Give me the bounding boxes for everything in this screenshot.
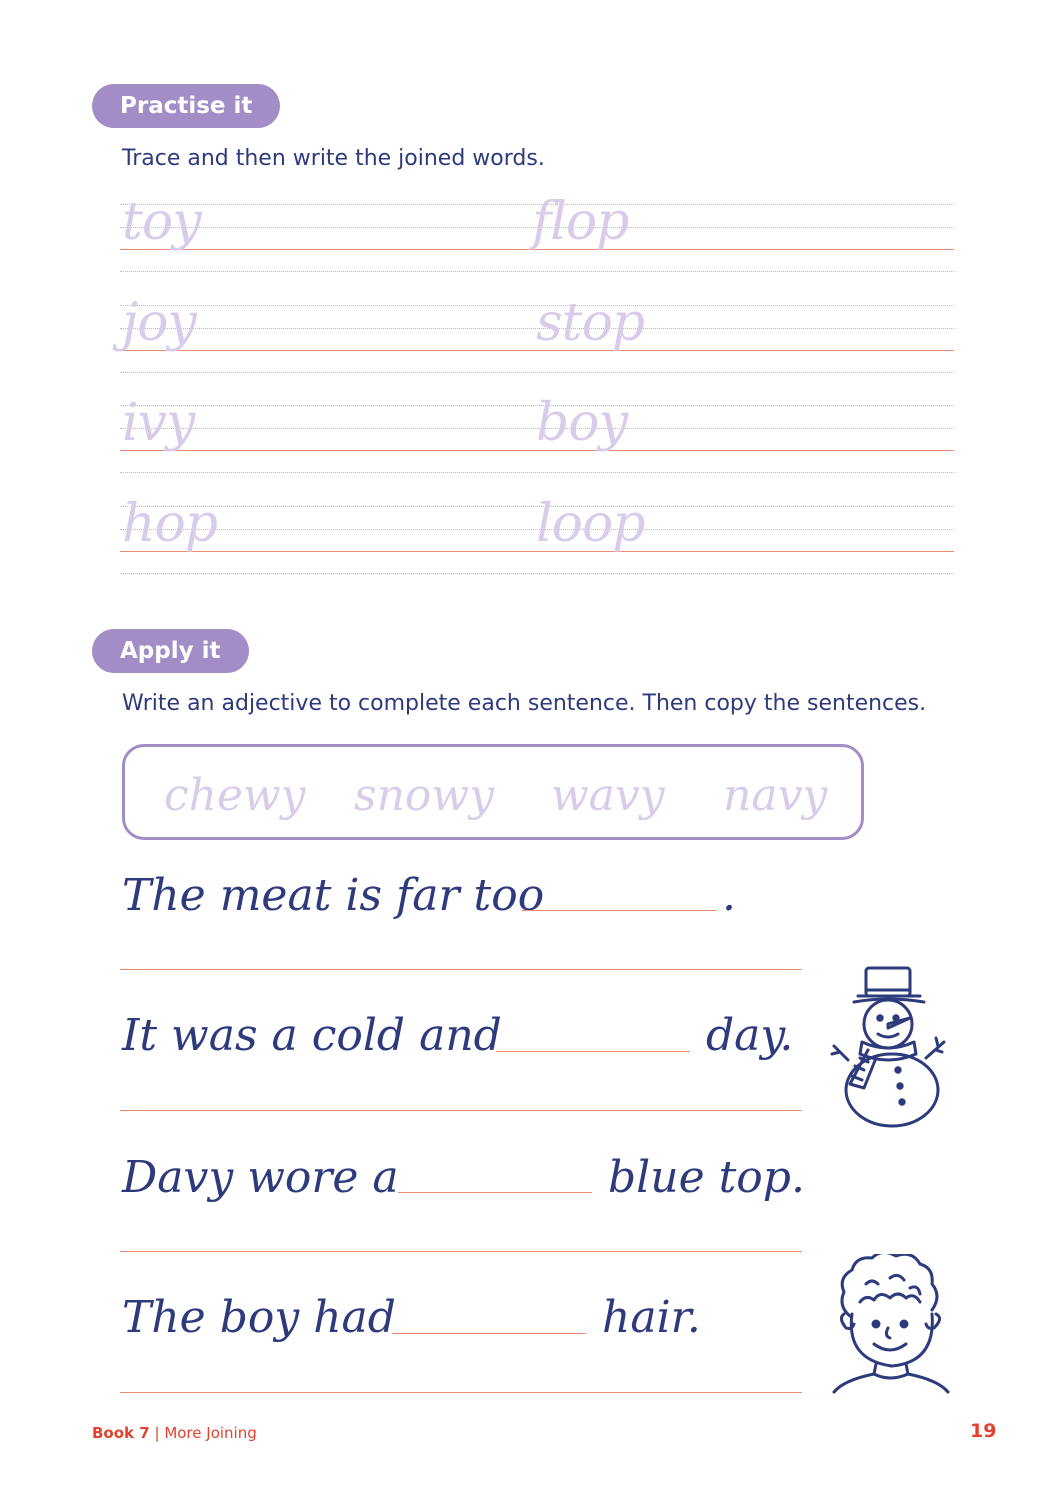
footer-separator: | bbox=[154, 1424, 160, 1442]
sentence-3-end: blue top. bbox=[608, 1152, 805, 1203]
apply-it-heading bbox=[92, 629, 249, 673]
word-bank-chewy: chewy bbox=[164, 770, 306, 821]
sentence-4-start: The boy had bbox=[122, 1292, 396, 1343]
sentence-3-blank[interactable] bbox=[398, 1192, 592, 1193]
sentence-1-blank[interactable] bbox=[522, 910, 716, 911]
sentence-2-end: day. bbox=[706, 1010, 794, 1061]
trace-word-loop: loop bbox=[536, 494, 645, 554]
footer-book-number: Book 7 bbox=[92, 1424, 150, 1442]
word-bank-wavy: wavy bbox=[551, 770, 665, 821]
practise-it-heading-text: Practise it bbox=[120, 93, 253, 119]
sentence-4-copy-line[interactable] bbox=[120, 1392, 802, 1393]
snowman-icon bbox=[828, 962, 954, 1130]
trace-word-hop: hop bbox=[122, 494, 218, 554]
trace-word-joy: joy bbox=[122, 293, 196, 353]
sentence-2-copy-line[interactable] bbox=[120, 1110, 802, 1111]
sentence-2-blank[interactable] bbox=[496, 1051, 690, 1052]
word-bank-snowy: snowy bbox=[354, 770, 494, 821]
apply-it-heading-text: Apply it bbox=[120, 638, 221, 664]
footer-title: More Joining bbox=[164, 1424, 257, 1442]
footer-book-title bbox=[92, 1424, 257, 1442]
sentence-4-blank[interactable] bbox=[392, 1333, 586, 1334]
trace-word-stop: stop bbox=[536, 293, 645, 353]
page-number: 19 bbox=[970, 1420, 997, 1442]
sentence-1-start: The meat is far too bbox=[122, 870, 545, 921]
word-bank-navy: navy bbox=[723, 770, 828, 821]
sentence-2-start: It was a cold and bbox=[122, 1010, 502, 1061]
curly-haired-boy-icon bbox=[830, 1254, 952, 1394]
trace-word-flop: flop bbox=[532, 192, 629, 252]
sentence-1-end: . bbox=[722, 870, 736, 921]
sentence-3-start: Davy wore a bbox=[122, 1152, 399, 1203]
trace-word-boy: boy bbox=[536, 393, 627, 453]
practise-it-heading bbox=[92, 84, 280, 128]
sentence-4-end: hair. bbox=[602, 1292, 701, 1343]
sentence-3-copy-line[interactable] bbox=[120, 1251, 802, 1252]
apply-instruction: Write an adjective to complete each sentence. Then copy the sentences. bbox=[122, 691, 927, 716]
sentence-1-copy-line[interactable] bbox=[120, 969, 802, 970]
practise-instruction: Trace and then write the joined words. bbox=[122, 146, 545, 171]
trace-word-toy: toy bbox=[122, 192, 201, 252]
trace-word-ivy: ivy bbox=[122, 393, 195, 453]
